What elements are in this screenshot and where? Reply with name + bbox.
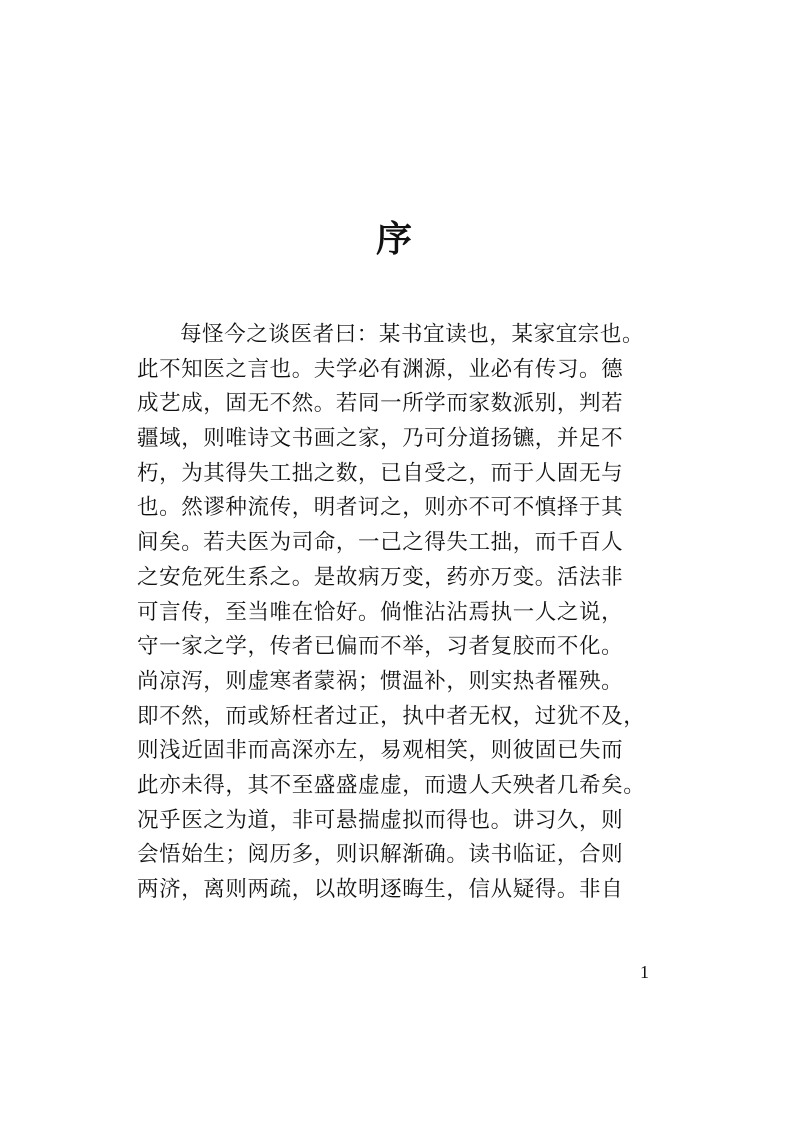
text-line: 尚凉泻，则虚寒者蒙祸；惯温补，则实热者罹殃。 [137,668,624,694]
text-line: 朽，为其得失工拙之数，已自受之，而于人固无与 [137,460,624,486]
text-line: 即不然，而或矫枉者过正，执中者无权，过犹不及， [137,703,646,729]
text-line: 则浅近固非而高深亦左，易观相笑，则彼固已失而 [137,738,624,764]
page-title: 序 [375,219,414,260]
text-line: 间矣。若夫医为司命，一己之得失工拙，而千百人 [137,530,624,556]
text-line: 成艺成，固无不然。若同一所学而家数派别，判若 [137,391,624,417]
preface-body [137,318,662,908]
text-line: 两济，离则两疏，以故明逐晦生，信从疑得。非自 [137,877,624,902]
text-line: 之安危死生系之。是故病万变，药亦万变。活法非 [137,564,624,590]
text-line: 每怪今之谈医者曰：某书宜读也，某家宜宗也。 [180,322,645,347]
text-line: 此不知医之言也。夫学必有渊源，业必有传习。德 [137,356,624,382]
text-line: 此亦未得，其不至盛盛虚虚，而遗人夭殃者几希矣。 [137,772,646,798]
page-number: 1 [640,962,649,982]
text-line: 可言传，至当唯在恰好。倘惟沾沾焉执一人之说， [137,599,624,625]
text-line: 疆域，则唯诗文书画之家，乃可分道扬镳，并足不 [137,426,624,452]
text-line: 会悟始生；阅历多，则识解渐确。读书临证，合则 [137,842,624,868]
text-line: 也。然谬种流传，明者诃之，则亦不可不慎择于其 [137,495,624,521]
text-line: 况乎医之为道，非可悬揣虚拟而得也。讲习久，则 [137,807,624,833]
text-line: 守一家之学，传者已偏而不举，习者复胶而不化。 [137,634,624,660]
